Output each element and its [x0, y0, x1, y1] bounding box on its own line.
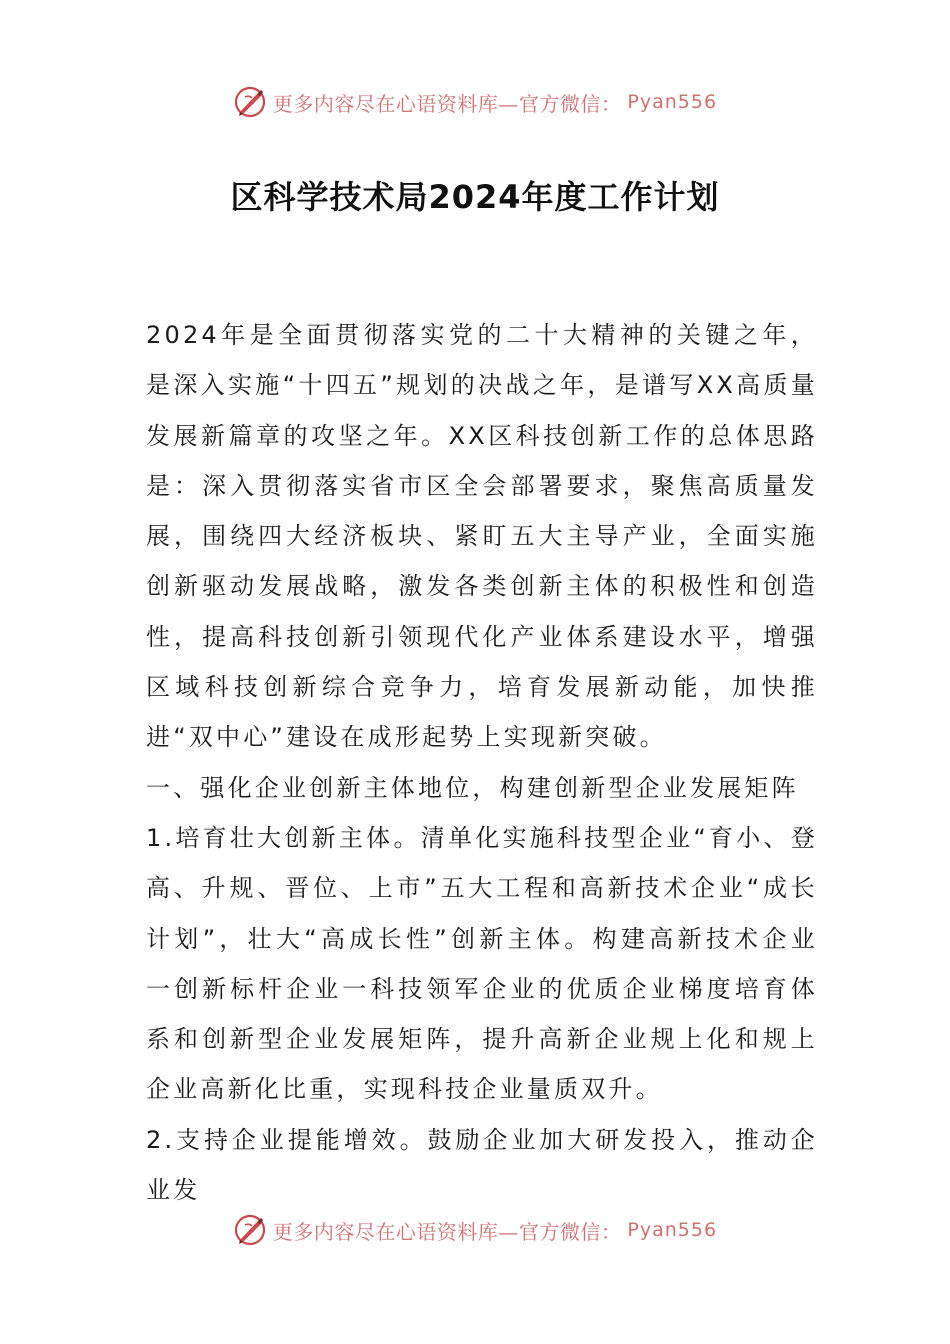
pen-logo-icon	[233, 85, 267, 119]
intro-paragraph: 2024年是全面贯彻落实党的二十大精神的关键之年，是深入实施“十四五”规划的决战之年，是谱写XX高质量发展新篇章的攻坚之年。XX区科技创新工作的总体思路是：深入贯彻落实省市区全会部署要求，聚焦高质量发展，围绕四大经济板块、紧盯五大主导产业，全面实施创新驱动发展战略，激发各类创新主体的积极性和创造性，提高科技创新引领现代化产业体系建设水平，增强区域科技创新综合竞争力，培育发展新动能，加快推进“双中心”建设在成形起势上实现新突破。	[146, 321, 818, 752]
list-item: 1.培育壮大创新主体。清单化实施科技型企业“育小、登高、升规、晋位、上市”五大工程和高新技术企业“成长计划”，壮大“高成长性”创新主体。构建高新技术企业一创新标杆企业一科技领军企业的优质企业梯度培育体系和创新型企业发展矩阵，提升高新企业规上化和规上企业高新化比重，实现科技企业量质双升。	[146, 823, 818, 1104]
document-body	[146, 310, 818, 1215]
document-title: 区科学技术局2024年度工作计划	[230, 178, 720, 216]
watermark-wechat-id: Pyan556	[627, 1219, 718, 1241]
watermark-wechat-id: Pyan556	[627, 91, 718, 113]
pen-logo-icon	[233, 1213, 267, 1247]
watermark-text: 更多内容尽在心语资料库—官方微信：	[272, 91, 622, 116]
watermark-text: 更多内容尽在心语资料库—官方微信：	[272, 1219, 622, 1244]
footer-watermark	[0, 1208, 950, 1252]
section-heading: 一、强化企业创新主体地位，构建创新型企业发展矩阵	[146, 773, 799, 802]
list-item: 2.支持企业提能增效。鼓励企业加大研发投入，推动企业发	[146, 1125, 818, 1205]
header-watermark	[0, 80, 950, 124]
